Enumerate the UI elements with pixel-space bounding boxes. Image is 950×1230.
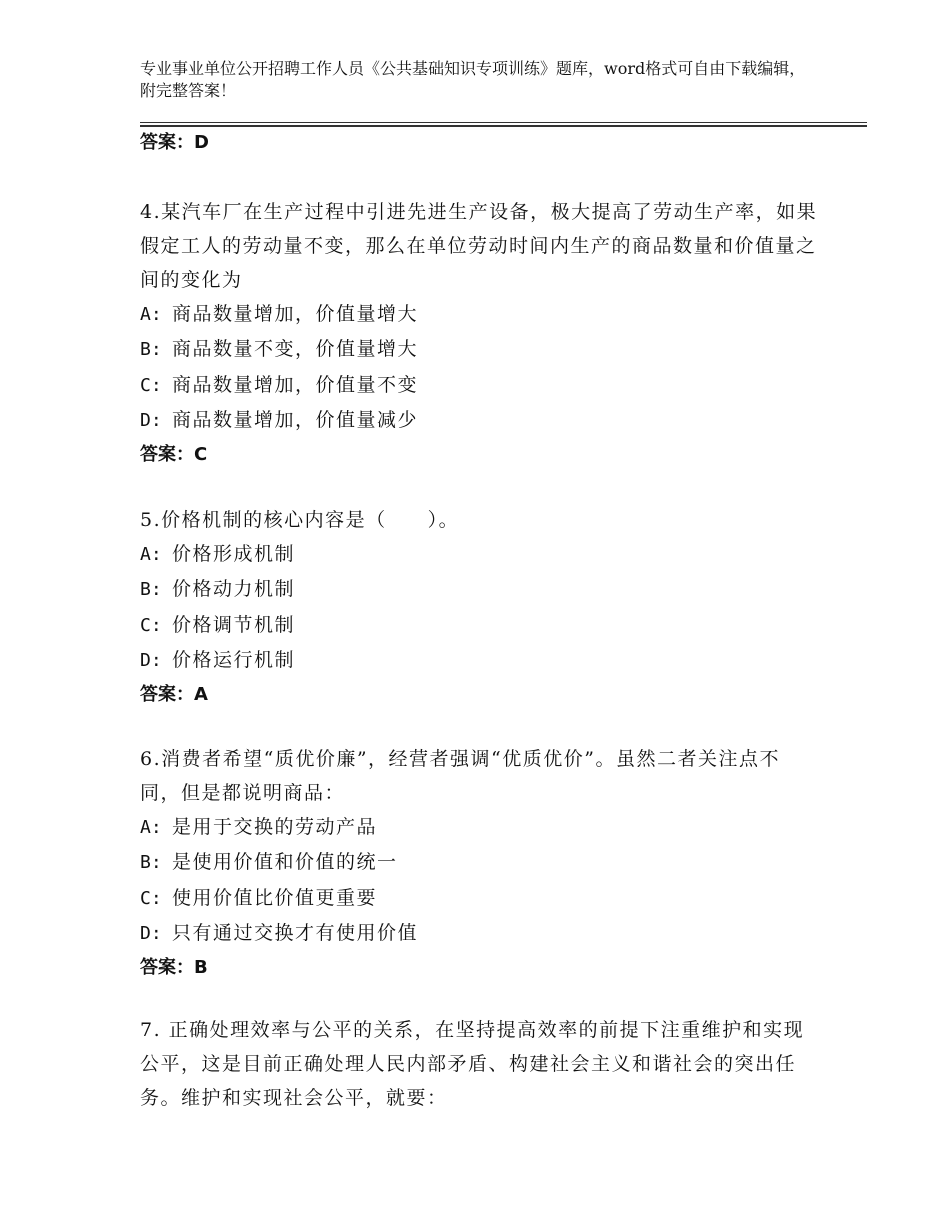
option-text: 是使用价值和价值的统一 <box>172 851 398 874</box>
question-6 <box>140 742 820 985</box>
option-letter: B: <box>140 579 162 601</box>
option-text: 价格形成机制 <box>172 543 296 565</box>
header-rule-thin <box>140 122 867 123</box>
question-5 <box>140 503 820 712</box>
option-letter: D: <box>140 649 162 671</box>
option-letter: C: <box>140 374 162 396</box>
question-5-text: 5.价格机制的核心内容是（ ）。 <box>140 509 460 531</box>
option-letter: D: <box>140 409 162 431</box>
option-letter: C: <box>140 614 162 636</box>
option-c <box>140 368 820 403</box>
option-letter: B: <box>140 339 162 361</box>
option-b <box>140 572 820 607</box>
option-c <box>140 608 820 643</box>
answer-q3: 答案：D <box>140 132 209 153</box>
answer-q4: 答案：C <box>140 444 208 466</box>
option-text: 是用于交换的劳动产品 <box>172 816 378 838</box>
option-text: 商品数量增加，价值量不变 <box>172 373 419 396</box>
option-b <box>140 845 820 880</box>
question-7 <box>140 1013 820 1115</box>
option-d <box>140 403 820 438</box>
answer-q5: 答案：A <box>140 684 208 706</box>
option-text: 使用价值比价值更重要 <box>172 886 378 909</box>
question-6-text: 6.消费者希望“质优价廉”，经营者强调“优质优价”。虽然二者关注点不同，但是都说明商品： <box>140 748 780 804</box>
option-text: 价格运行机制 <box>172 648 296 671</box>
option-letter: B: <box>140 852 162 874</box>
option-text: 商品数量增加，价值量增大 <box>172 303 419 325</box>
option-b <box>140 332 820 367</box>
document-header: 专业事业单位公开招聘工作人员《公共基础知识专项训练》题库，word格式可自由下载编辑，附完整答案！ <box>140 59 806 100</box>
option-a <box>140 537 820 572</box>
option-text: 价格动力机制 <box>172 578 296 601</box>
option-letter: A: <box>140 544 162 565</box>
question-4 <box>140 195 820 472</box>
option-text: 商品数量不变，价值量增大 <box>172 338 419 361</box>
option-a <box>140 810 820 845</box>
option-letter: D: <box>140 922 162 944</box>
option-letter: A: <box>140 304 162 325</box>
option-text: 只有通过交换才有使用价值 <box>172 921 419 944</box>
option-c <box>140 881 820 916</box>
answer-q6: 答案：B <box>140 957 208 979</box>
option-text: 价格调节机制 <box>172 613 296 636</box>
option-letter: C: <box>140 887 162 909</box>
question-4-text: 4.某汽车厂在生产过程中引进先进生产设备，极大提高了劳动生产率，如果假定工人的劳动量不变，那么在单位劳动时间内生产的商品数量和价值量之间的变化为 <box>140 201 818 291</box>
option-text: 商品数量增加，价值量减少 <box>172 408 419 431</box>
option-letter: A: <box>140 817 162 838</box>
option-d <box>140 916 820 951</box>
option-a <box>140 297 820 332</box>
question-7-text: 7. 正确处理效率与公平的关系，在坚持提高效率的前提下注重维护和实现公平，这是目前正确处理人民内部矛盾、构建社会主义和谐社会的突出任务。维护和实现社会公平，就要： <box>140 1019 805 1109</box>
option-d <box>140 643 820 678</box>
